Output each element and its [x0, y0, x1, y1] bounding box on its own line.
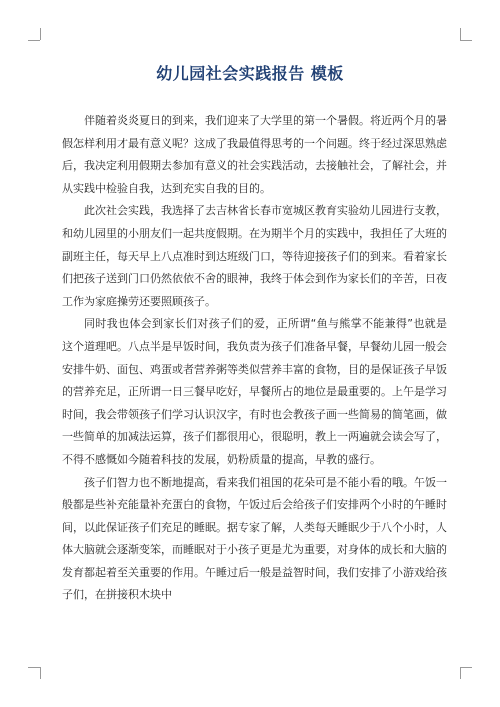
- document-title: 幼儿园社会实践报告 模板: [156, 64, 344, 83]
- paragraph-2: 此次社会实践，我选择了去吉林省长春市宽城区教育实验幼儿园进行支教，和幼儿园里的小朋友们一起共度假期。在为期半个月的实践中，我担任了大班的副班主任，每天早上八点准时到达班级门口，等待迎接孩子们的到来。看着家长们把孩子送到门口仍然依依不舍的眼神，我终于体会到作为家长们的辛苦，日夜工作为家庭操劳还要照顾孩子。: [62, 204, 447, 308]
- paragraph-4: 孩子们智力也不断地提高，看来我们祖国的花朵可是不能小看的哦。午饭一般都是些补充能量补充蛋白的食物，午饭过后会给孩子们安排两个小时的午睡时间，以此保证孩子们充足的睡眠。据专家了解，人类每天睡眠少于八个小时，人体大脑就会逐渐变笨，而睡眠对于小孩子更是尤为重要，对身体的成长和大脑的发育都起着至关重要的作用。午睡过后一般是益智时间，我们安排了小游戏给孩子们，在拼接积木块中: [62, 475, 447, 602]
- paragraph-1: 伴随着炎炎夏日的到来，我们迎来了大学里的第一个暑假。将近两个月的暑假怎样利用才最有意义呢？这成了我最值得思考的一个问题。终于经过深思熟虑后，我决定利用假期去参加有意义的社会实践活动，去接触社会，了解社会，并从实践中检验自我，达到充实自我的目的。: [62, 114, 447, 195]
- corner-mark-bottom-right-v: [460, 667, 461, 679]
- corner-mark-bottom-left-v: [40, 667, 41, 679]
- corner-mark-bottom-right-h: [460, 667, 472, 668]
- paragraph-3: 同时我也体会到家长们对孩子们的爱，正所谓“鱼与熊掌不能兼得”也就是这个道理吧。八点半是早饭时间，我负责为孩子们准备早餐，早餐幼儿园一般会安排牛奶、面包、鸡蛋或者营养粥等类似营养丰富的食物，目的是保证孩子早饭的营养充足，正所谓一日三餐早吃好，早餐所占的地位是最重要的。上午是学习时间，我会带领孩子们学习认识汉字，有时也会教孩子画一些简易的简笔画，做一些简单的加减法运算，孩子们都很用心，很聪明，教上一两遍就会读会写了，不得不感慨如今随着科技的发展，奶粉质量的提高，早教的盛行。: [62, 317, 447, 466]
- corner-mark-top-right-v: [460, 28, 461, 40]
- corner-mark-top-left-h: [28, 40, 40, 41]
- document-body: [62, 110, 447, 607]
- corner-mark-top-left-v: [40, 28, 41, 40]
- corner-mark-bottom-left-h: [28, 667, 40, 668]
- corner-mark-top-right-h: [460, 40, 472, 41]
